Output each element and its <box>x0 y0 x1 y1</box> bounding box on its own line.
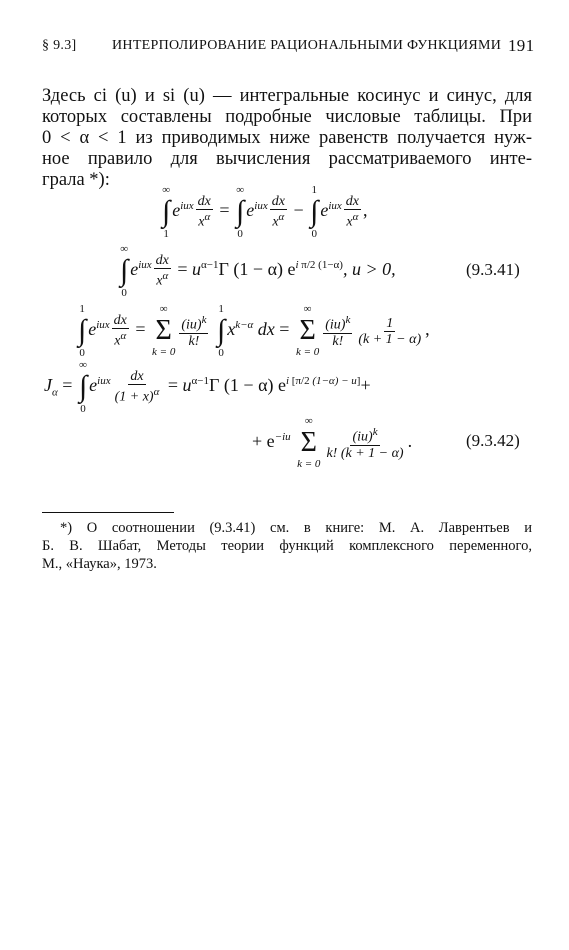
integral-0-inf: ∞ ∫ 0 <box>78 359 88 415</box>
fraction: $\frac{(iu)^k}{k!}$ <box>325 314 351 349</box>
body-paragraph <box>42 86 532 191</box>
integral-0-inf: ∞ ∫ 0 <box>120 243 129 299</box>
fraction: $\frac{dx}{x^\alpha}$ <box>271 194 285 230</box>
footnote-line: *) О соотношении (9.3.41) см. в книге: М. А. Лаврентьев и <box>60 520 532 536</box>
sum-symbol: ∞ Σ k = 0 <box>295 303 320 358</box>
equation-2: ∞ ∫ 0 $e^{iux}$ $\frac{dx}{x^\alpha}$ = $u^{\alpha-1}\Gamma$ (1 − α) $e^{i \pi/2 (1-\alpha)}$, u > 0, <box>120 243 396 299</box>
paragraph-line: грала *): <box>42 170 110 190</box>
fraction: $\frac{dx}{x^\alpha}$ <box>113 313 127 349</box>
equation-5: + $e^{-iu}$ ∞ Σ k = 0 $\frac{(iu)^k}{k! (k + 1 - \alpha)}$ . <box>252 415 413 470</box>
equation-3: 1 ∫ 0 $e^{iux}$ $\frac{dx}{x^\alpha}$ = ∞ Σ k = 0 $\frac{(iu)^k}{k!}$ 1 ∫ 0 $x^{k-\alpha}$ dx = ∞ Σ k = 0 $\frac{(iu)^k}{k!}$ $\frac{1}{(k + 1 - \alpha)}$ , <box>78 303 430 359</box>
paragraph-line: которых составлены подробные числовые таблицы. При <box>42 107 532 127</box>
footnote-rule <box>42 512 174 513</box>
fraction: $\frac{(iu)^k}{k!}$ <box>181 314 207 349</box>
integral-0-1: 1 ∫ 0 <box>310 184 319 240</box>
footnote <box>42 519 532 573</box>
page-number: 191 <box>508 36 535 55</box>
equation-number: (9.3.42) <box>466 431 520 450</box>
footnote-line: Б. В. Шабат, Методы теории функций комплексного переменного, <box>42 538 532 554</box>
equation-1: ∞ ∫ 1 $e^{iux}$ $\frac{dx}{x^\alpha}$ = ∞ ∫ 0 $e^{iux}$ $\frac{dx}{x^\alpha}$ − 1 ∫ 0 $e^{iux}$ $\frac{dx}{x^\alpha}$ , <box>162 184 368 240</box>
sum-symbol: ∞ Σ k = 0 <box>297 415 321 470</box>
fraction: $\frac{dx}{x^\alpha}$ <box>345 194 359 230</box>
footnote-line: М., «Наука», 1973. <box>42 556 157 572</box>
running-title: ИНТЕРПОЛИРОВАНИЕ РАЦИОНАЛЬНЫМИ ФУНКЦИЯМИ <box>112 38 502 53</box>
section-label: § 9.3] <box>42 38 77 53</box>
integral-1-inf: ∞ ∫ 1 <box>162 184 171 240</box>
integral-0-1: 1 ∫ 0 <box>216 303 226 359</box>
fraction: $\frac{(iu)^k}{k! (k + 1 - \alpha)}$ <box>326 426 404 461</box>
paragraph-line: 0 < α < 1 из приводимых ниже равенств получается нуж- <box>42 128 532 148</box>
integral-0-inf: ∞ ∫ 0 <box>236 184 245 240</box>
fraction: $\frac{dx}{x^\alpha}$ <box>197 194 211 230</box>
equation-number: (9.3.41) <box>466 260 520 279</box>
fraction: $\frac{1}{(k + 1 - \alpha)}$ <box>358 315 422 347</box>
equation-4: $J_\alpha$ = ∞ ∫ 0 $e^{iux}$ $\frac{dx}{(1 + x)^\alpha}$ = $u^{\alpha-1}\Gamma$ (1 − α) $e^{i [\pi/2 (1-\alpha) - u]}+$ <box>44 359 371 415</box>
paragraph-line: Здесь ci (u) и si (u) — интегральные косинус и синус, для <box>42 86 532 106</box>
fraction: $\frac{dx}{x^\alpha}$ <box>155 253 169 289</box>
paragraph-line: ное правило для вычисления рассматриваемого инте- <box>42 149 532 169</box>
sum-symbol: ∞ Σ k = 0 <box>152 303 176 358</box>
fraction: $\frac{dx}{(1 + x)^\alpha}$ <box>114 369 160 405</box>
integral-0-1: 1 ∫ 0 <box>78 303 87 359</box>
